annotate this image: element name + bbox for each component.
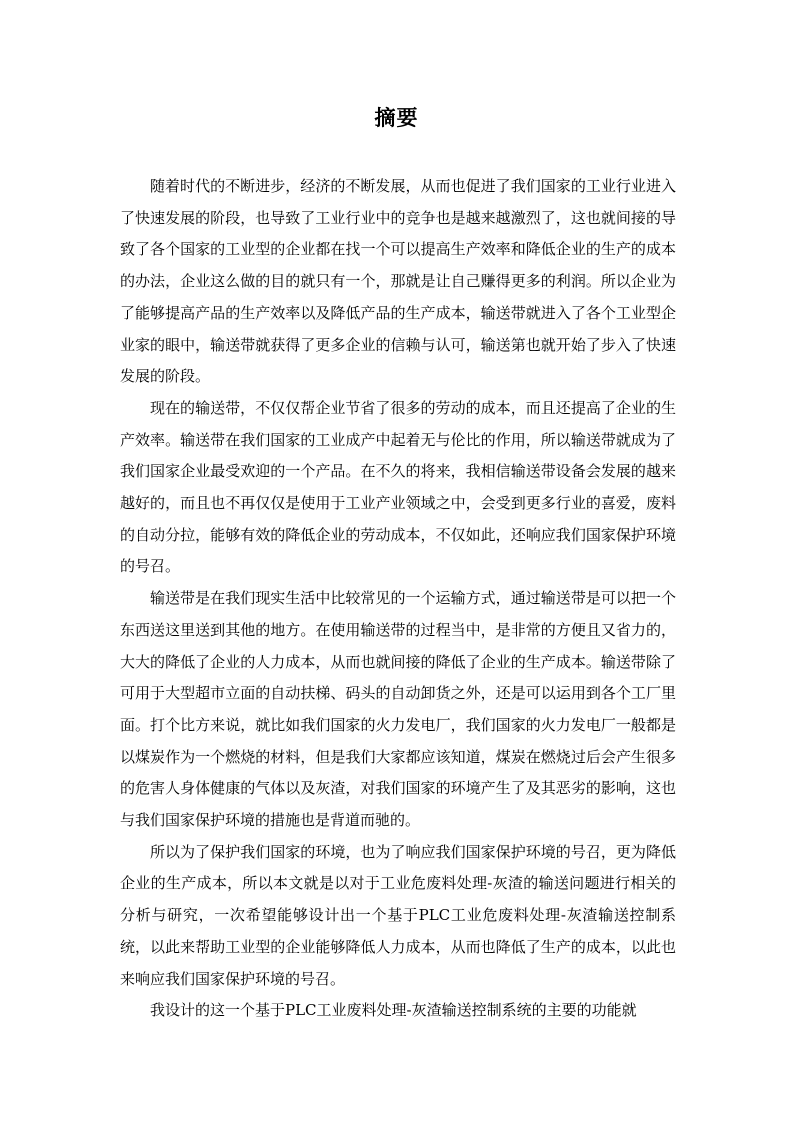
abstract-title: 摘要 [374, 105, 419, 130]
abstract-body [120, 171, 676, 1027]
paragraph: 现在的输送带，不仅仅帮企业节省了很多的劳动的成本，而且还提高了企业的生产效率。输送带在我们国家的工业成产中起着无与伦比的作用，所以输送带就成为了我们国家企业最受欢迎的一个产品。在不久的将来，我相信输送带设备会发展的越来越好的，而且也不再仅仅是使用于工业产业领域之中，会受到更多行业的喜爱，废料的自动分拉，能够有效的降低企业的劳动成本，不仅如此，还响应我们国家保护环境的号召。 [120, 398, 676, 576]
paragraph: 随着时代的不断进步，经济的不断发展，从而也促进了我们国家的工业行业进入了快速发展的阶段，也导致了工业行业中的竞争也是越来越激烈了，这也就间接的导致了各个国家的工业型的企业都在找一个可以提高生产效率和降低企业的生产的成本的办法，企业这么做的目的就只有一个，那就是让自己赚得更多的利润。所以企业为了能够提高产品的生产效率以及降低产品的生产成本，输送带就进入了各个工业型企业家的眼中，输送带就获得了更多企业的信赖与认可，输送第也就开始了步入了快速发展的阶段。 [120, 177, 676, 386]
paragraph: 输送带是在我们现实生活中比较常见的一个运输方式，通过输送带是可以把一个东西送这里送到其他的地方。在使用输送带的过程当中，是非常的方便且又省力的，大大的降低了企业的人力成本，从而也就间接的降低了企业的生产成本。输送带除了可用于大型超市立面的自动扶梯、码头的自动卸货之外，还是可以运用到各个工厂里面。打个比方来说，就比如我们国家的火力发电厂，我们国家的火力发电厂一般都是以煤炭作为一个燃烧的材料，但是我们大家都应该知道，煤炭在燃烧过后会产生很多的危害人身体健康的气体以及灰渣，对我们国家的环境产生了及其恶劣的影响，这也与我们国家保护环境的措施也是背道而驰的。 [120, 589, 676, 830]
paragraph: 所以为了保护我们国家的环境，也为了响应我们国家保护环境的号召，更为降低企业的生产成本，所以本文就是以对于工业危废料处理-灰渣的输送问题进行相关的分析与研究，一次希望能够设计出一个基于PLC工业危废料处理-灰渣输送控制系统，以此来帮助工业型的企业能够降低人力成本，从而也降低了生产的成本，以此也来响应我们国家保护环境的号召。 [120, 842, 676, 988]
paragraph: 我设计的这一个基于PLC工业废料处理-灰渣输送控制系统的主要的功能就 [150, 1001, 637, 1020]
